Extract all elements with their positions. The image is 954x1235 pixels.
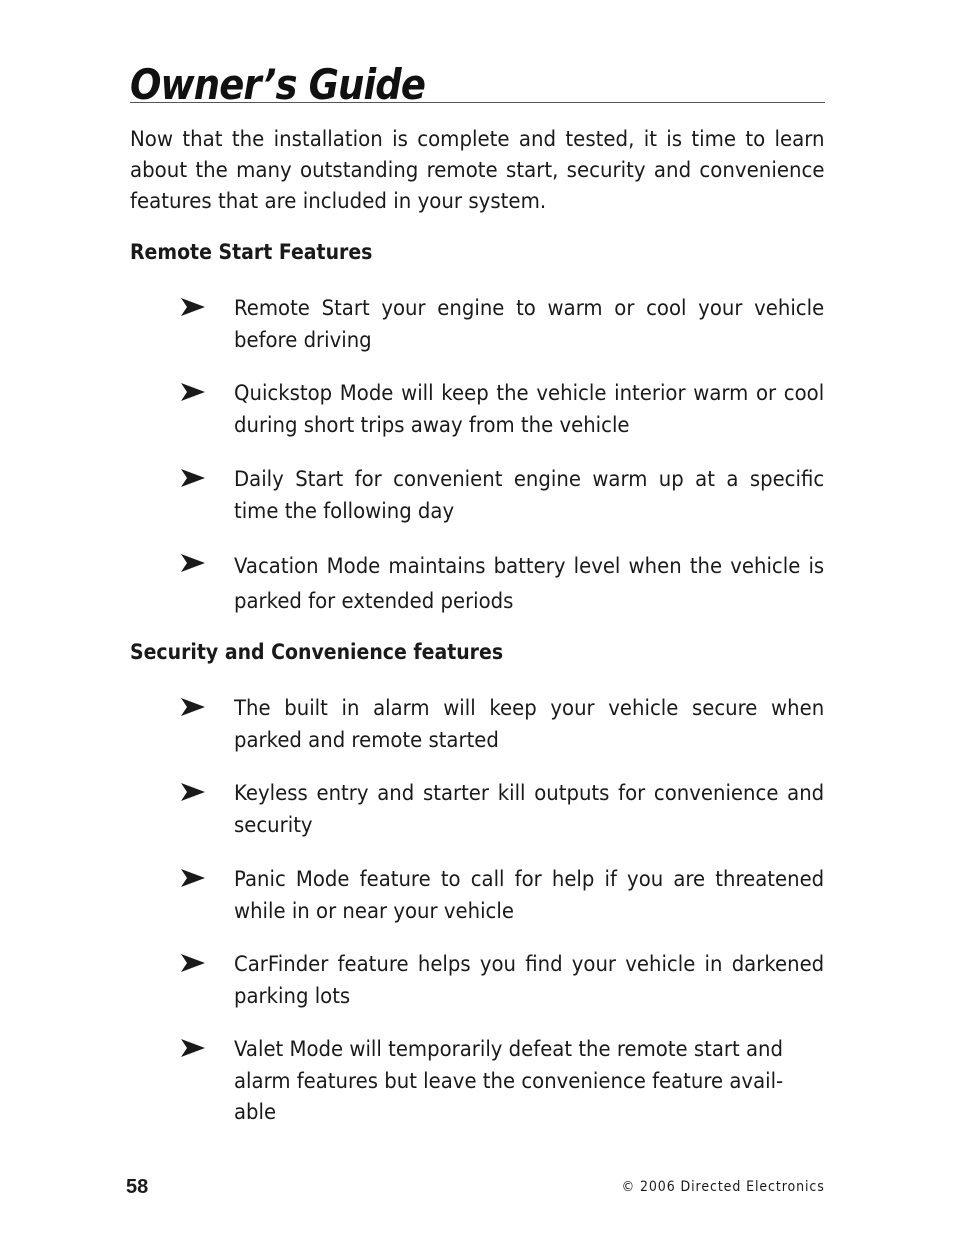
section-heading-security: Security and Convenience features: [130, 640, 504, 664]
page-number: 58: [126, 1176, 149, 1198]
arrowhead-bullet-icon: [180, 953, 206, 973]
list-item-text: The built in alarm will keep your vehicle secure when parked and remote started: [234, 696, 825, 753]
arrowhead-bullet-icon: [180, 868, 206, 888]
title-row: [130, 56, 825, 109]
intro-paragraph: Now that the installation is complete and tested, it is time to learn about the many outstanding remote start, security and convenience features that are included in your system.: [130, 127, 825, 214]
list-item-text: Valet Mode will temporarily defeat the remote start and alarm features but leave the convenience feature avail- able: [234, 1037, 784, 1125]
arrowhead-bullet-icon: [180, 468, 206, 488]
page-title: Owner’s Guide: [130, 60, 426, 109]
list-item-text: Vacation Mode maintains battery level when the vehicle is parked for extended periods: [234, 554, 825, 614]
list-item-text: CarFinder feature helps you find your vehicle in darkened parking lots: [234, 952, 825, 1009]
list-item-text: Quickstop Mode will keep the vehicle interior warm or cool during short trips away from the vehicle: [234, 381, 825, 438]
arrowhead-bullet-icon: [180, 382, 206, 402]
arrowhead-bullet-icon: [180, 553, 206, 573]
list-item-text: Remote Start your engine to warm or cool your vehicle before driving: [234, 296, 825, 353]
arrowhead-bullet-icon: [180, 782, 206, 802]
list-item-text: Daily Start for convenient engine warm up at a specific time the following day: [234, 467, 825, 524]
section-heading-remote-start: Remote Start Features: [130, 240, 373, 264]
copyright-notice: © 2006 Directed Electronics: [621, 1179, 825, 1195]
arrowhead-bullet-icon: [180, 697, 206, 717]
list-item-text: Keyless entry and starter kill outputs for convenience and security: [234, 781, 825, 838]
arrowhead-bullet-icon: [180, 297, 206, 317]
list-item-text: Panic Mode feature to call for help if you are threatened while in or near your vehicle: [234, 867, 825, 924]
arrowhead-bullet-icon: [180, 1038, 206, 1058]
